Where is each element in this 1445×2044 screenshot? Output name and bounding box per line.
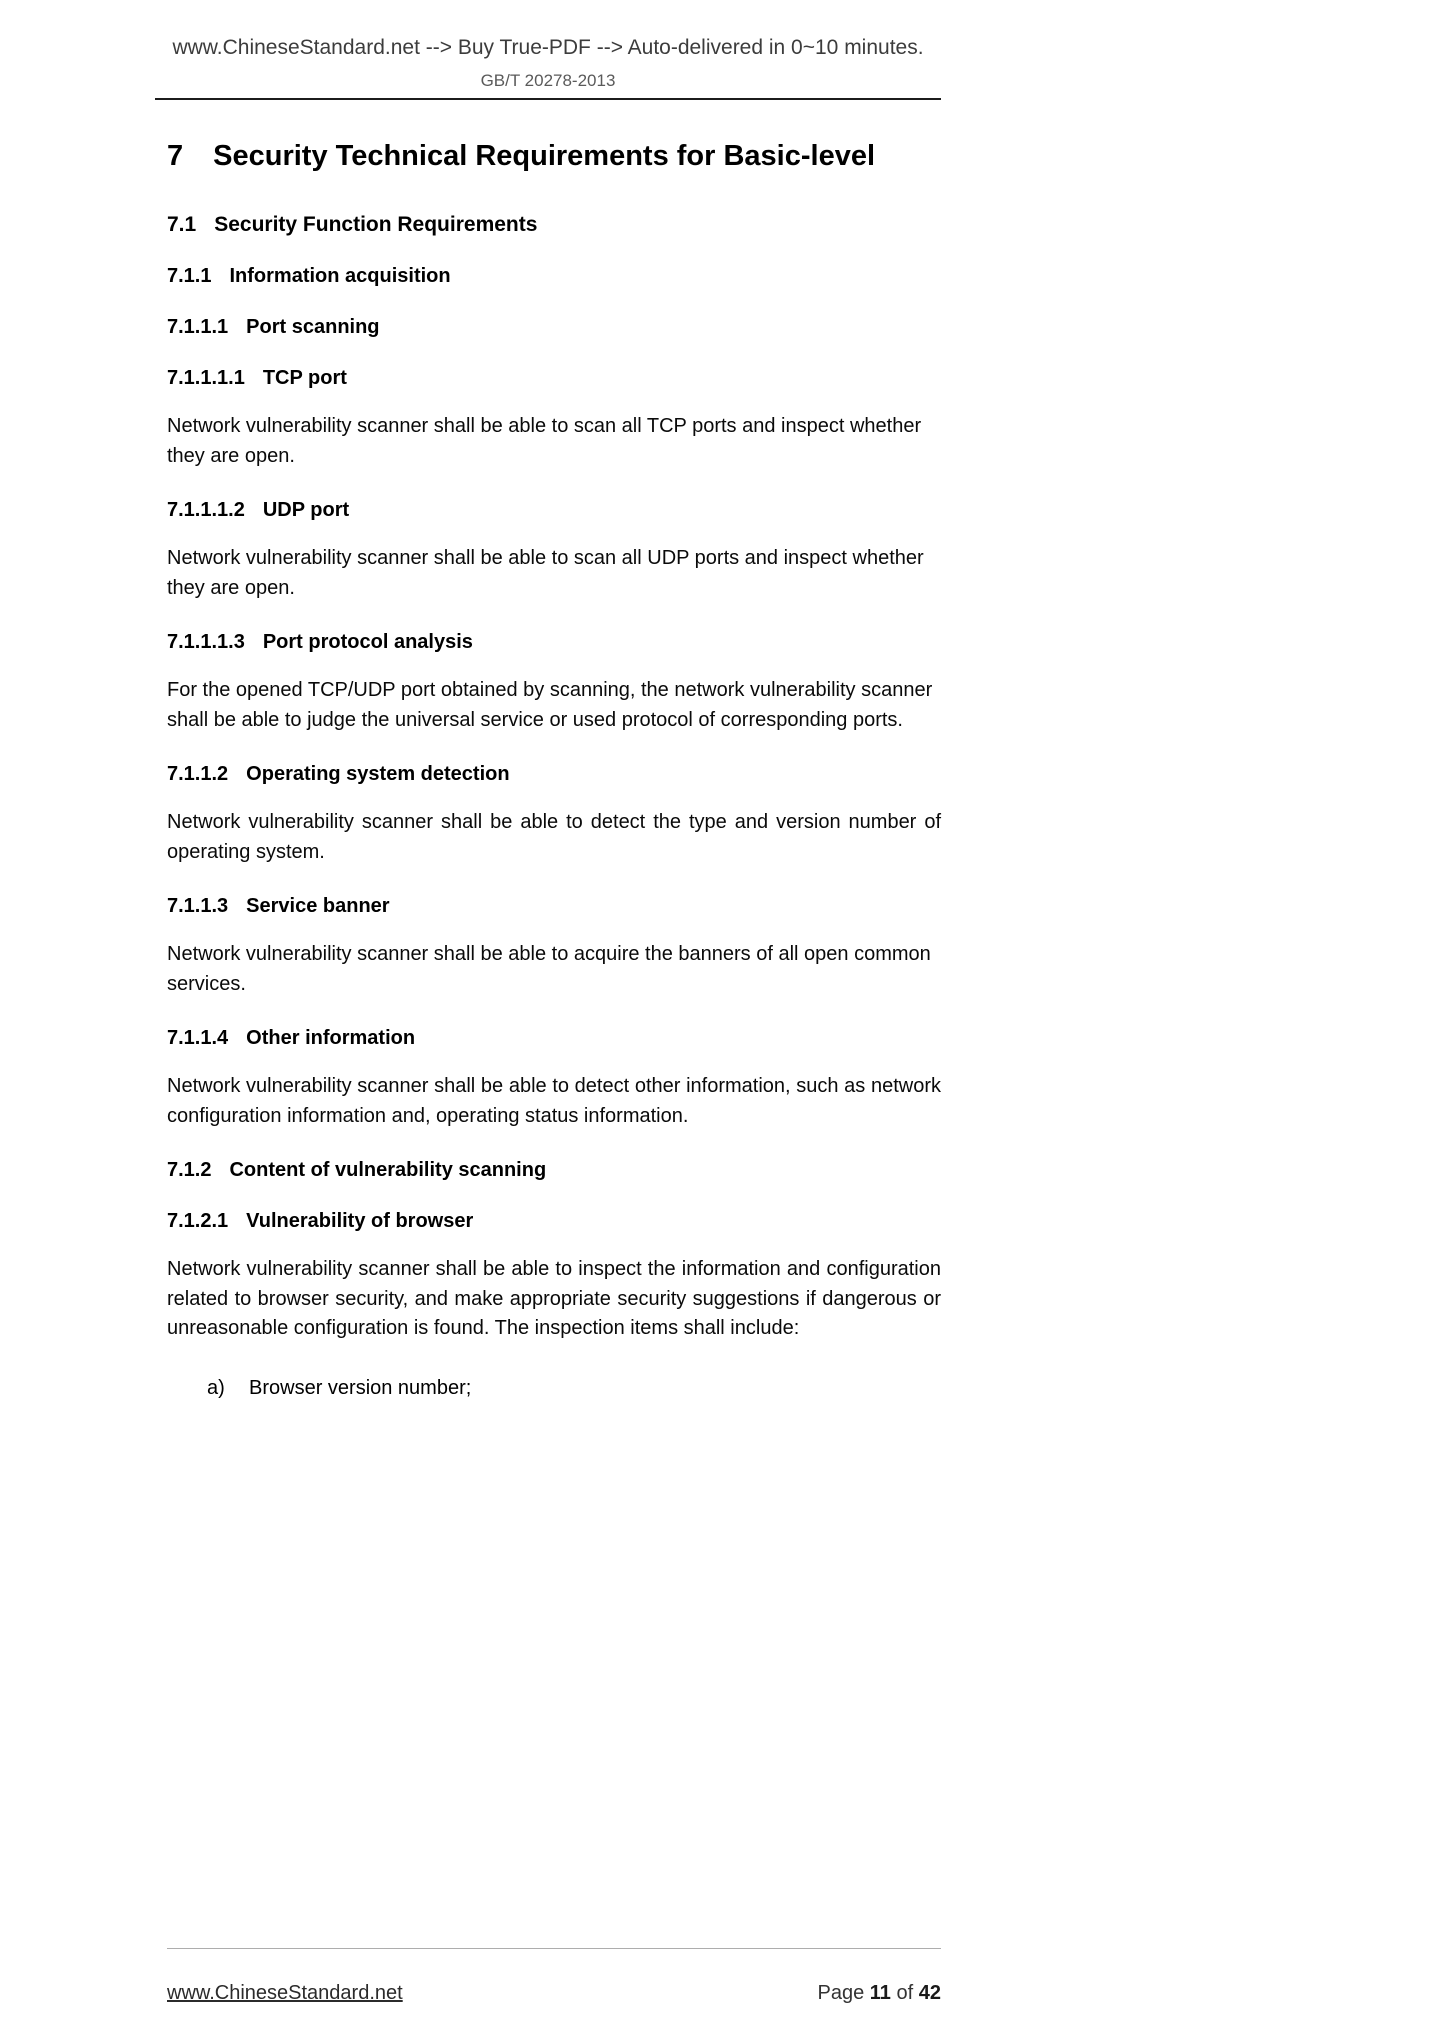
section-heading-7-1-1-3 <box>167 895 941 918</box>
heading-title: Content of vulnerability scanning <box>229 1159 547 1181</box>
section-heading-7-1-1 <box>167 265 941 288</box>
header-divider <box>155 98 941 100</box>
heading-title: Information acquisition <box>229 265 451 287</box>
section-heading-7-1-1-1-3 <box>167 631 941 654</box>
document-number: GB/T 20278-2013 <box>480 71 616 90</box>
heading-title: Service banner <box>246 895 390 917</box>
list-marker: a) <box>207 1376 225 1399</box>
of-word: of <box>896 1982 914 2004</box>
chapter-title: Security Technical Requirements for Basic-level <box>213 140 876 172</box>
heading-title: Port scanning <box>246 316 380 338</box>
heading-title: Security Function Requirements <box>214 213 538 236</box>
heading-number: 7.1.1.1.3 <box>167 631 245 653</box>
heading-number: 7.1 <box>167 213 197 236</box>
heading-title: UDP port <box>262 499 350 521</box>
heading-title: TCP port <box>262 367 347 389</box>
section-heading-7-1 <box>167 213 941 237</box>
chapter-heading <box>167 140 941 173</box>
section-heading-7-1-2-1 <box>167 1210 941 1233</box>
heading-number: 7.1.1.1.1 <box>167 367 245 389</box>
heading-title: Other information <box>246 1027 416 1049</box>
heading-number: 7.1.1 <box>167 265 212 287</box>
footer-site-link[interactable]: www.ChineseStandard.net <box>167 1982 403 2004</box>
paragraph: Network vulnerability scanner shall be able to detect the type and version number of operating system. <box>167 811 941 863</box>
page-header <box>155 0 941 100</box>
heading-number: 7.1.1.2 <box>167 763 229 785</box>
document-body <box>167 110 941 1403</box>
paragraph: For the opened TCP/UDP port obtained by scanning, the network vulnerability scanner shall be able to judge the universal service or used protocol of corresponding ports. <box>167 679 933 731</box>
header-promo-text: www.ChineseStandard.net --> Buy True-PDF --> Auto-delivered in 0~10 minutes. <box>172 36 924 59</box>
heading-title: Operating system detection <box>246 763 510 785</box>
paragraph: Network vulnerability scanner shall be able to acquire the banners of all open common services. <box>167 943 931 995</box>
section-heading-7-1-2 <box>167 1159 941 1182</box>
heading-number: 7.1.2.1 <box>167 1210 229 1232</box>
paragraph: Network vulnerability scanner shall be able to scan all TCP ports and inspect whether they are open. <box>167 415 922 467</box>
page-total-number: 42 <box>918 1982 941 2004</box>
list-item-text: Browser version number; <box>249 1376 472 1399</box>
list-item <box>167 1374 941 1403</box>
page-current-number: 11 <box>869 1982 891 2004</box>
heading-number: 7.1.1.3 <box>167 895 229 917</box>
heading-title: Vulnerability of browser <box>246 1210 474 1232</box>
page-word: Page <box>817 1982 865 2004</box>
paragraph: Network vulnerability scanner shall be able to scan all UDP ports and inspect whether they are open. <box>167 547 924 599</box>
section-heading-7-1-1-1-1 <box>167 367 941 390</box>
heading-number: 7.1.2 <box>167 1159 212 1181</box>
heading-title: Port protocol analysis <box>262 631 473 653</box>
page-indicator <box>818 1982 942 2005</box>
chapter-number: 7 <box>167 140 184 172</box>
section-heading-7-1-1-1 <box>167 316 941 339</box>
heading-number: 7.1.1.1.2 <box>167 499 245 521</box>
heading-number: 7.1.1.1 <box>167 316 229 338</box>
section-heading-7-1-1-1-2 <box>167 499 941 522</box>
page-footer <box>167 1948 941 2005</box>
paragraph: Network vulnerability scanner shall be able to detect other information, such as network configuration information and, operating status information. <box>167 1075 941 1127</box>
section-heading-7-1-1-2 <box>167 763 941 786</box>
section-heading-7-1-1-4 <box>167 1027 941 1050</box>
paragraph: Network vulnerability scanner shall be able to inspect the information and configuration related to browser security, and make appropriate security suggestions if dangerous or unreasonable configuration is found. The inspection items shall include: <box>167 1258 941 1339</box>
heading-number: 7.1.1.4 <box>167 1027 229 1049</box>
